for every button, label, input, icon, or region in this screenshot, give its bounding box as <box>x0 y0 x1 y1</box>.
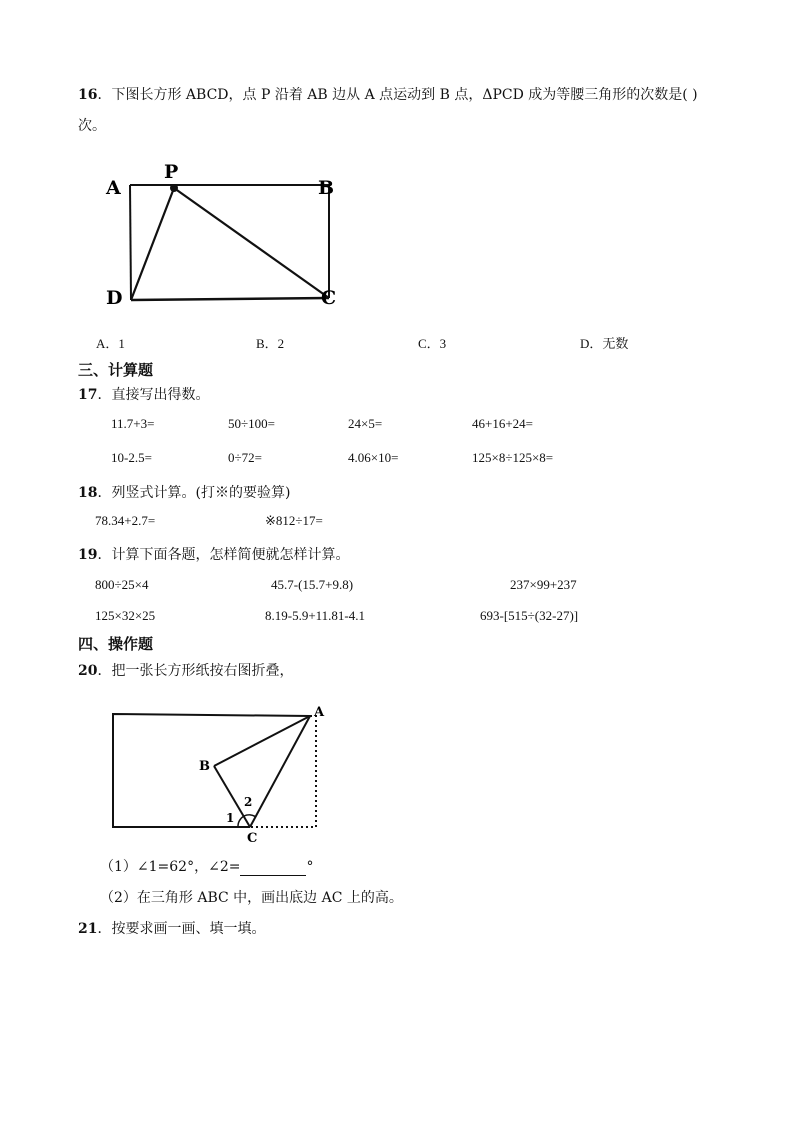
label-b: B <box>199 759 210 774</box>
subquestion-text: （1）∠1=62°，∠2= <box>100 859 241 875</box>
expr: 46+16+24= <box>472 416 533 431</box>
label-angle-2: 2 <box>244 795 253 809</box>
angle-1-arc <box>238 816 244 827</box>
question-text: ．按要求画一画、填一填。 <box>97 921 266 937</box>
label-p: P <box>164 161 179 183</box>
segment-pc <box>174 188 329 298</box>
question-16 <box>78 84 698 104</box>
section-title-calc: 三、计算题 <box>78 361 154 379</box>
option-d: D．无数 <box>580 336 629 351</box>
option-c: C．3 <box>418 336 447 351</box>
label-c: C <box>247 831 258 846</box>
label-angle-1: 1 <box>226 811 235 825</box>
expr: 125×32×25 <box>95 608 156 623</box>
expr: 24×5= <box>348 416 383 431</box>
expr: 800÷25×4 <box>95 577 149 592</box>
segment-pd <box>131 188 174 300</box>
question-text: ．直接写出得数。 <box>97 387 210 403</box>
expr: ※812÷17= <box>265 513 323 528</box>
label-a: A <box>106 177 121 199</box>
q20-subquestion-2: （2）在三角形 ABC 中，画出底边 AC 上的高。 <box>100 890 403 906</box>
label-d: D <box>106 287 123 309</box>
expr: 125×8÷125×8= <box>472 450 554 465</box>
point-p <box>170 184 178 192</box>
rectangle-abcd-figure <box>98 150 343 315</box>
q20-subquestion-1 <box>100 856 313 876</box>
question-number: 17 <box>78 387 98 403</box>
label-c: C <box>321 287 337 309</box>
question-20 <box>78 660 293 680</box>
question-text: ．列竖式计算。(打※的要验算) <box>97 485 291 501</box>
question-text: ．下图长方形 ABCD，点 P 沿着 AB 边从 A 点运动到 B 点，ΔPCD 成为等腰三角形的次数是( ) <box>97 87 698 103</box>
angle-2-arc <box>244 815 256 817</box>
section-title-operation: 四、操作题 <box>78 635 154 653</box>
expr: 78.34+2.7= <box>95 513 156 528</box>
answer-blank[interactable] <box>240 861 306 876</box>
option-b: B．2 <box>256 336 285 351</box>
question-18 <box>78 482 290 502</box>
expr: 45.7-(15.7+9.8) <box>271 577 354 592</box>
expr: 693-[515÷(32-27)] <box>480 608 579 623</box>
question-number: 21 <box>78 921 98 937</box>
edge-da <box>130 185 131 300</box>
degree-symbol: ° <box>306 859 314 875</box>
question-number: 18 <box>78 485 98 501</box>
question-text: ．计算下面各题，怎样简便就怎样计算。 <box>97 547 350 563</box>
expr: 237×99+237 <box>510 577 577 592</box>
label-b: B <box>318 177 335 199</box>
expr: 11.7+3= <box>111 416 155 431</box>
option-a: A．1 <box>96 336 125 351</box>
expr: 4.06×10= <box>348 450 399 465</box>
edge-cd <box>131 298 329 300</box>
folded-rectangle-figure <box>105 700 340 850</box>
expr: 50÷100= <box>228 416 275 431</box>
expr: 10-2.5= <box>111 450 152 465</box>
question-16-continuation: 次。 <box>78 118 106 134</box>
question-number: 16 <box>78 87 98 103</box>
label-a: A <box>314 705 325 720</box>
question-number: 20 <box>78 663 98 679</box>
expr: 8.19-5.9+11.81-4.1 <box>265 608 366 623</box>
question-text: ．把一张长方形纸按右图折叠， <box>97 663 294 679</box>
question-19 <box>78 544 349 564</box>
expr: 0÷72= <box>228 450 262 465</box>
question-21 <box>78 918 265 938</box>
question-number: 19 <box>78 547 98 563</box>
question-17 <box>78 384 209 404</box>
